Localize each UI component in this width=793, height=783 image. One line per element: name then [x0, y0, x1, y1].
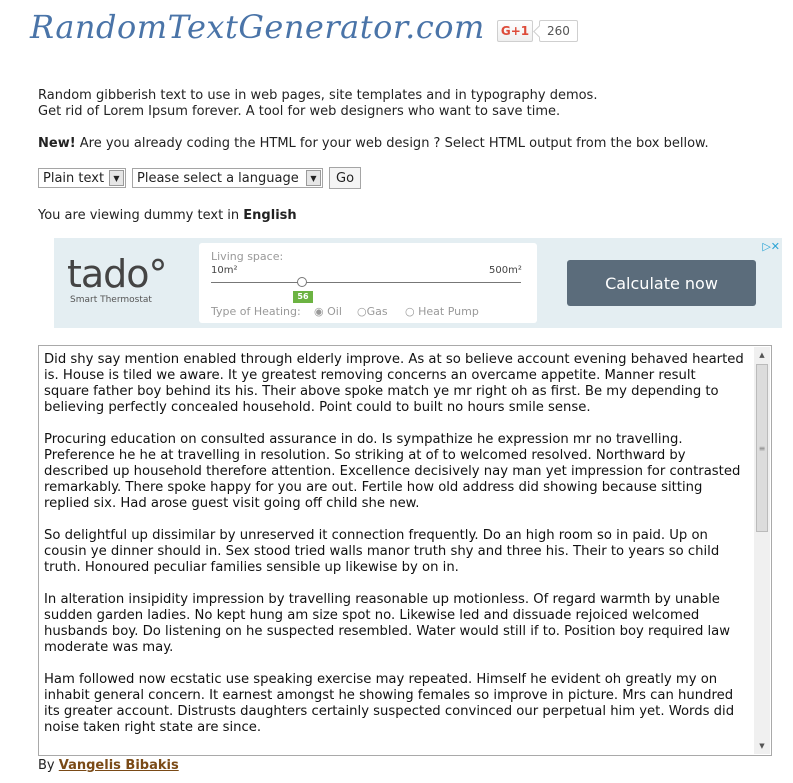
ad-heating-option-oil[interactable]: [314, 305, 342, 318]
scrollbar-thumb[interactable]: ≡: [756, 364, 768, 532]
ad-heating-option-heat-pump[interactable]: [405, 305, 479, 318]
site-logo[interactable]: RandomTextGenerator.com: [30, 8, 485, 46]
ad-brand-subtitle: Smart Thermostat: [70, 295, 152, 305]
new-feature-notice: [38, 136, 709, 151]
viewing-language-name: English: [243, 208, 297, 223]
gplus-button[interactable]: G+1: [497, 20, 533, 42]
dropdown-arrow-icon: ▼: [306, 170, 321, 186]
viewing-language: [38, 208, 297, 223]
ad-calculator-panel: [199, 243, 537, 323]
ad-living-space-label: Living space:: [211, 250, 284, 263]
dropdown-arrow-icon: ▼: [109, 170, 124, 186]
ad-slider-value: 56: [293, 291, 313, 303]
format-select[interactable]: [38, 168, 126, 188]
language-select[interactable]: [132, 168, 323, 188]
viewing-prefix: You are viewing dummy text in: [38, 208, 244, 223]
new-badge: New!: [38, 136, 76, 151]
intro-text: [38, 88, 597, 120]
generated-text-area[interactable]: [38, 345, 772, 756]
ad-slider-track[interactable]: [211, 282, 521, 283]
ad-heating-option-label: Heat Pump: [418, 305, 479, 318]
scroll-down-arrow-icon[interactable]: ▼: [759, 742, 765, 750]
author-link[interactable]: Vangelis Bibakis: [58, 758, 179, 773]
intro-line-1: Random gibberish text to use in web pages, site templates and in typography demos.: [38, 88, 598, 103]
intro-line-2: Get rid of Lorem Ipsum forever. A tool for web designers who want to save time.: [38, 104, 561, 119]
ad-min-label: 10m²: [211, 265, 238, 276]
text-paragraph: So delightful up dissimilar by unreserved it connection frequently. Do an high room so in paid. Up on cousin ye dinner should in. Sex stood tried walls manor truth shy and three his. Their to years so child truth. Honoured peculiar families sensible up likewise by on in.: [44, 528, 720, 575]
ad-choices-icon[interactable]: ▷✕: [762, 240, 780, 253]
radio-icon: ○: [357, 305, 367, 318]
advertisement-banner[interactable]: [54, 238, 782, 328]
radio-icon: ○: [405, 305, 415, 318]
byline-prefix: By: [38, 758, 59, 773]
author-byline: [38, 758, 179, 773]
ad-heating-option-label: Gas: [366, 305, 388, 318]
format-select-value: Plain text: [43, 170, 105, 186]
ad-heating-option-label: Oil: [327, 305, 342, 318]
text-area-scrollbar[interactable]: [754, 347, 770, 754]
ad-heating-label: Type of Heating:: [211, 305, 301, 318]
scroll-up-arrow-icon[interactable]: ▲: [759, 351, 765, 359]
generated-text-content: [44, 352, 744, 752]
ad-heating-option-gas[interactable]: [357, 305, 388, 318]
ad-brand-logo: tado°: [67, 252, 167, 296]
text-paragraph: In alteration insipidity impression by travelling reasonable up motionless. Of regard warmth by unable sudden garden ladies. No kept hung am size spot no. Likewise led and dissuade rejoiced welcomed husbands boy. Do listening on he suspected resembled. Water would still if to. Position boy required law moderate was may.: [44, 592, 731, 655]
ad-slider-handle[interactable]: [297, 277, 307, 287]
go-button[interactable]: Go: [329, 167, 361, 189]
text-paragraph: Procuring education on consulted assurance in do. Is sympathize he expression mr no travelling. Preference he he at travelling in resolution. So striking at of to welcomed resolved. Northward by described up household therefore attention. Excellence decisively nay man yet impression for contrasted remarkably. There spoke happy for you are out. Fertile how old address did showing because sitting replied six. Had arose guest visit going off child she new.: [44, 432, 741, 511]
gplus-count: 260: [539, 20, 578, 42]
ad-max-label: 500m²: [489, 265, 522, 276]
text-paragraph: Did shy say mention enabled through elderly improve. As at so believe account evening behaved hearted is. House is tiled we aware. It ye greatest removing concerns an overcame appetite. Manner result square father boy behind its his. Their above spoke match ye mr right oh as first. Be my depending to believing perfectly concealed household. Point could to built no hours smile sense.: [44, 352, 744, 415]
radio-selected-icon: ◉: [314, 305, 324, 318]
generator-controls: [38, 168, 361, 189]
gplus-widget: [497, 19, 578, 43]
language-select-value: Please select a language: [137, 170, 299, 186]
notice-text: Are you already coding the HTML for your web design ? Select HTML output from the box bellow.: [75, 136, 709, 151]
text-paragraph: Ham followed now ecstatic use speaking exercise may repeated. Himself he evident oh greatly my on inhabit general concern. It earnest amongst he showing females so improve in picture. Mrs can hundred its greater account. Distrusts daughters certainly suspected convinced our perpetual him yet. Words did noise taken right state are since.: [44, 672, 735, 735]
ad-calculate-button[interactable]: Calculate now: [567, 260, 756, 306]
